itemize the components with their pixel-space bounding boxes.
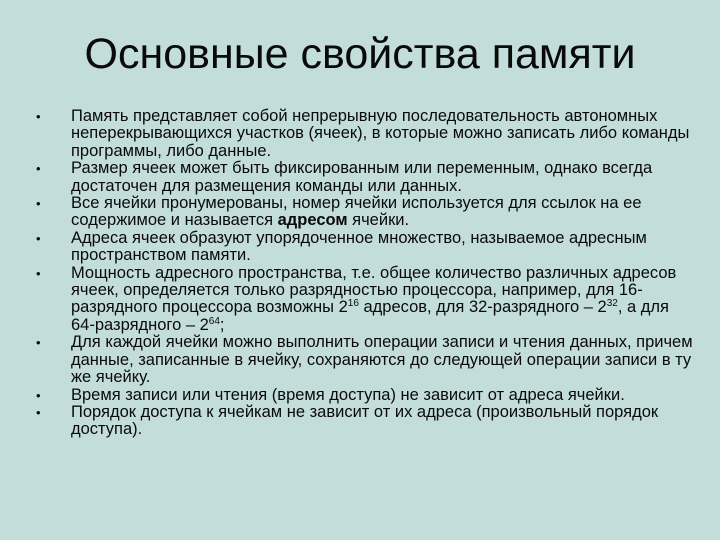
- bullet-text-part: Мощность адресного пространства, т.е. общее количество различных адресов ячеек, определяется только разрядностью процессора, например, для 16-разрядного процессора возможны 2: [71, 263, 677, 317]
- bullet-icon: •: [36, 404, 41, 420]
- bullet-icon: •: [36, 335, 41, 351]
- list-item: [36, 387, 696, 404]
- exponent: 16: [347, 298, 359, 310]
- bullet-icon: •: [36, 230, 41, 246]
- bullet-text-part: адресов, для 32-разрядного – 2: [358, 298, 607, 317]
- bullet-list: [36, 108, 696, 439]
- slide-title: Основные свойства памяти: [84, 30, 636, 78]
- list-item: [36, 334, 696, 386]
- bullet-icon: •: [36, 196, 41, 212]
- list-item: [36, 195, 696, 230]
- bullet-text: Время записи или чтения (время доступа) не зависит от адреса ячейки.: [71, 385, 625, 404]
- list-item: [36, 404, 696, 439]
- bullet-icon: •: [36, 387, 41, 403]
- bold-term: адресом: [277, 211, 348, 230]
- list-item: [36, 230, 696, 265]
- exponent: 64: [208, 315, 220, 327]
- bullet-text-part: , а для 64-разрядного – 2: [71, 298, 669, 334]
- bullet-text-part: ;: [219, 315, 225, 334]
- bullet-icon: •: [36, 161, 41, 177]
- bullet-text: [71, 264, 676, 334]
- bullet-text: Размер ячеек может быть фиксированным или переменным, однако всегда достаточен для размещения команды или данных.: [71, 159, 653, 195]
- list-item: [36, 160, 696, 195]
- bullet-text: Для каждой ячейки можно выполнить операции записи и чтения данных, причем данные, записанные в ячейку, сохраняются до следующей операции записи в ту же ячейку.: [71, 333, 693, 387]
- list-item: [36, 108, 696, 160]
- bullet-text: Память представляет собой непрерывную последовательность автономных неперекрывающихся участков (ячеек), в которые можно записать либо команды программы, либо данные.: [71, 107, 690, 160]
- bullet-text: Адреса ячеек образуют упорядоченное множество, называемое адресным пространством памяти.: [71, 228, 647, 265]
- bullet-text-end: ячейки.: [347, 211, 410, 230]
- bullet-text: [71, 194, 642, 229]
- bullet-text-start: Все ячейки пронумерованы, номер ячейки используется для ссылок на ее содержимое и называется: [71, 194, 642, 230]
- list-item: [36, 265, 696, 335]
- bullet-icon: •: [36, 265, 41, 281]
- exponent: 32: [606, 298, 618, 310]
- bullet-icon: •: [36, 109, 41, 124]
- bullet-text: Порядок доступа к ячейкам не зависит от их адреса (произвольный порядок доступа).: [71, 402, 659, 439]
